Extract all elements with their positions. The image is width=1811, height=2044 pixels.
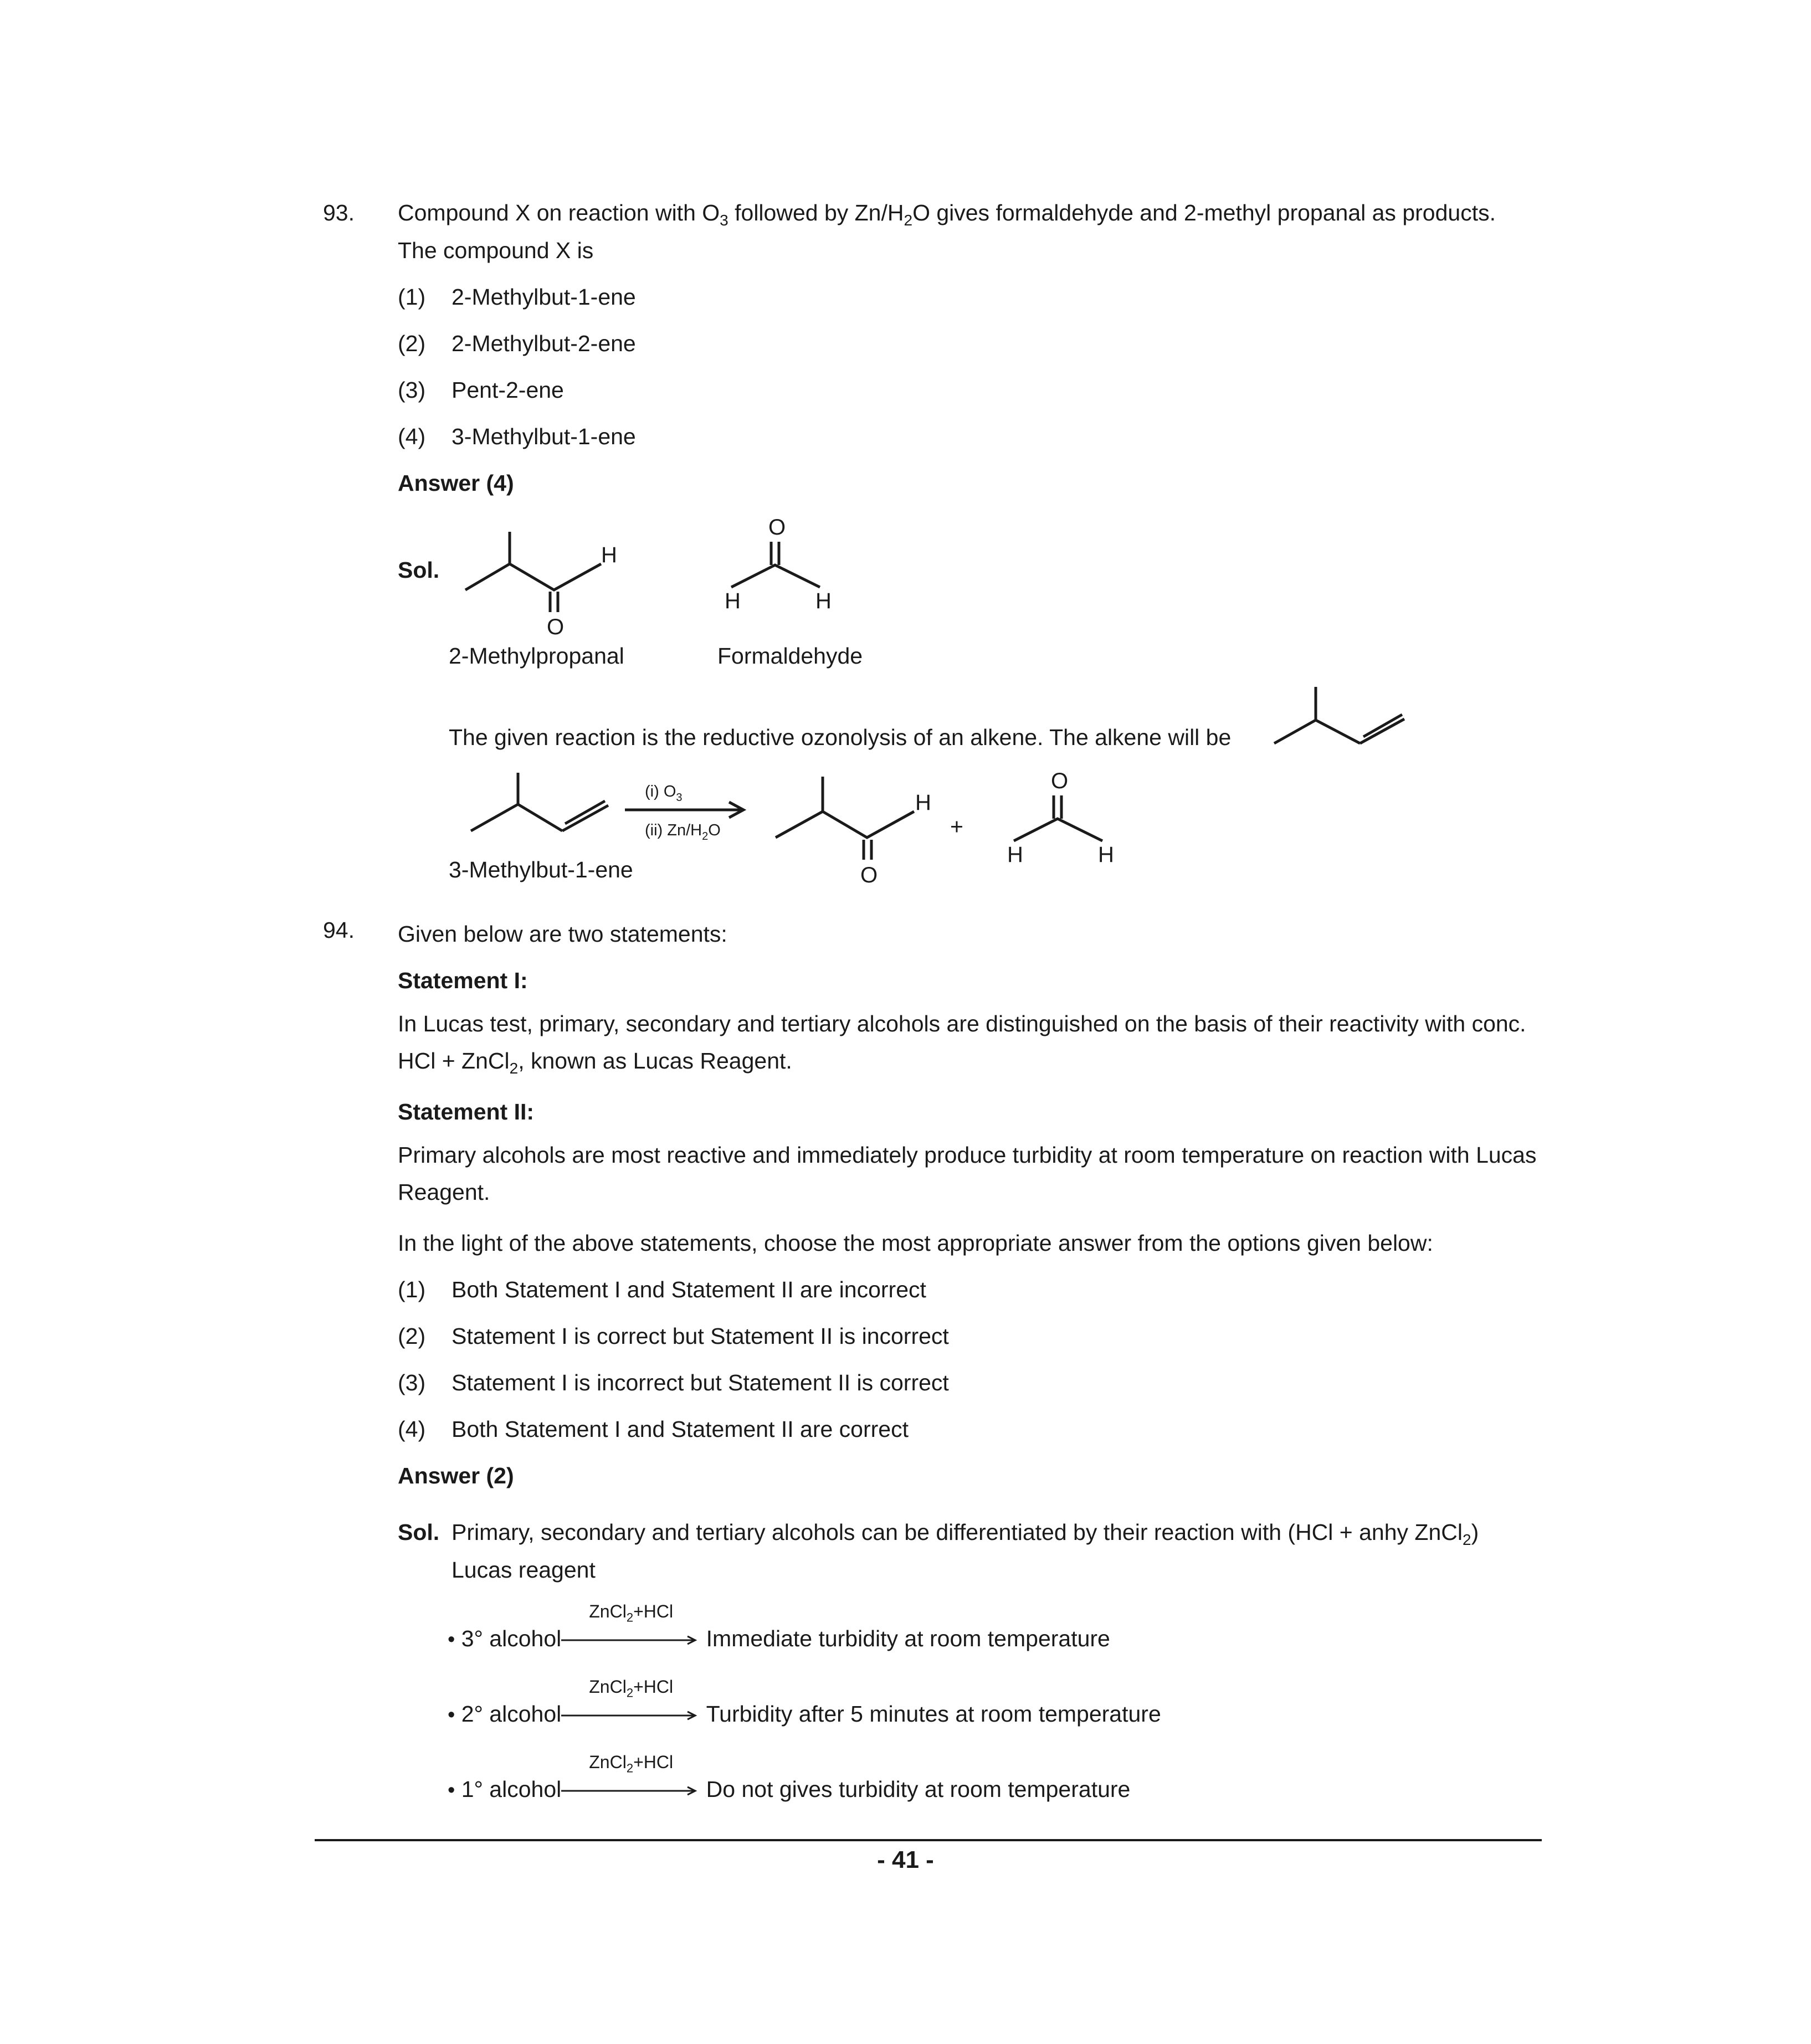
- formaldehyde-structure: [715, 510, 848, 613]
- product-methylpropanal-structure: [770, 770, 942, 886]
- product-o-atom: O: [860, 863, 878, 887]
- question-94-intro: Given below are two statements:: [398, 921, 727, 947]
- question-93-line2: The compound X is: [398, 238, 594, 263]
- q93-option-1: 2-Methylbut-1-ene: [452, 284, 636, 310]
- footer-rule: [315, 1839, 1542, 1841]
- q94-sol-label: Sol.: [398, 1519, 440, 1545]
- formaldehyde-h-left: H: [725, 589, 741, 613]
- statement-1-label: Statement I:: [398, 968, 528, 993]
- reagent-arrow-secondary: ZnCl$_2$+HCl: [561, 1701, 700, 1728]
- tertiary-alcohol-label: 3° alcohol: [461, 1626, 562, 1651]
- tertiary-alcohol-result: Immediate turbidity at room temperature: [706, 1626, 1110, 1651]
- q93-option-3-num: (3): [398, 377, 426, 403]
- q93-option-4-num: (4): [398, 424, 426, 449]
- reagent-arrow-primary: ZnCl$_2$+HCl: [561, 1776, 700, 1803]
- q94-answer: Answer (2): [398, 1463, 514, 1488]
- q93-option-2-num: (2): [398, 331, 426, 356]
- q93-explanation: The given reaction is the reductive ozonolysis of an alkene. The alkene will be: [449, 725, 1232, 750]
- product-formaldehyde-structure: [997, 763, 1130, 867]
- q94-option-1: Both Statement I and Statement II are incorrect: [452, 1277, 926, 1302]
- methylpropanal-o-atom: O: [547, 615, 565, 639]
- q94-option-3-num: (3): [398, 1370, 426, 1395]
- statement-2-text: Primary alcohols are most reactive and immediately produce turbidity at room temperature on reaction with Lucas Reagent.: [398, 1142, 1537, 1205]
- alkene-structure-inline: [1271, 681, 1415, 748]
- methylpropanal-h-atom: H: [601, 543, 617, 567]
- bullet-secondary: • 2° alcohol ZnCl$_2$+HCl Turbidity after 5 minutes at room temperature: [448, 1701, 1161, 1728]
- product-h-atom: H: [915, 790, 931, 815]
- q93-sol-label: Sol.: [398, 557, 440, 583]
- question-number-93: 93.: [323, 200, 355, 225]
- statement-1-text: In Lucas test, primary, secondary and tertiary alcohols are distinguished on the basis of their reactivity with conc. HCl + ZnCl$_2$, known as Lucas Reagent.: [398, 1011, 1526, 1077]
- secondary-alcohol-label: 2° alcohol: [461, 1701, 562, 1727]
- q93-option-3: Pent-2-ene: [452, 377, 564, 403]
- plus-sign: +: [950, 814, 963, 839]
- product-formaldehyde-h-right: H: [1098, 843, 1114, 867]
- reagent-zinc-water: (ii) $Zn/H_2O$: [645, 821, 721, 843]
- reactant-name: 3-Methylbut-1-ene: [449, 857, 633, 882]
- page-number: - 41 -: [877, 1846, 934, 1873]
- methylpropanal-name: 2-Methylpropanal: [449, 643, 624, 669]
- reaction-arrow: [620, 776, 753, 853]
- question-number-94: 94.: [323, 917, 355, 943]
- reactant-structure: [465, 770, 632, 853]
- reagent-arrow-tertiary: ZnCl$_2$+HCl: [561, 1625, 700, 1652]
- q94-option-4: Both Statement I and Statement II are correct: [452, 1416, 909, 1442]
- formaldehyde-o-atom: O: [768, 515, 786, 540]
- q94-option-1-num: (1): [398, 1277, 426, 1302]
- product-formaldehyde-o: O: [1051, 769, 1069, 793]
- q94-option-2: Statement I is correct but Statement II is incorrect: [452, 1323, 949, 1349]
- q93-option-4: 3-Methylbut-1-ene: [452, 424, 636, 449]
- formaldehyde-h-right: H: [815, 589, 832, 613]
- q93-option-1-num: (1): [398, 284, 426, 310]
- q93-option-2: 2-Methylbut-2-ene: [452, 331, 636, 356]
- formaldehyde-name: Formaldehyde: [717, 643, 863, 669]
- q94-sol-line1: Primary, secondary and tertiary alcohols can be differentiated by their reaction with (HCl + anhy ZnCl$_2$): [452, 1519, 1479, 1549]
- primary-alcohol-result: Do not gives turbidity at room temperature: [706, 1776, 1131, 1802]
- reagent-ozone: (i) $O_3$: [645, 783, 683, 804]
- q94-option-3: Statement I is incorrect but Statement II is correct: [452, 1370, 949, 1395]
- bullet-primary: • 1° alcohol ZnCl$_2$+HCl Do not gives turbidity at room temperature: [448, 1776, 1130, 1804]
- bullet-tertiary: • 3° alcohol ZnCl$_2$+HCl Immediate turbidity at room temperature: [448, 1625, 1110, 1653]
- q93-answer: Answer (4): [398, 470, 514, 496]
- q94-option-2-num: (2): [398, 1323, 426, 1349]
- secondary-alcohol-result: Turbidity after 5 minutes at room temperature: [706, 1701, 1161, 1727]
- q94-sol-line2: Lucas reagent: [452, 1557, 596, 1583]
- methylpropanal-structure: [460, 521, 626, 637]
- primary-alcohol-label: 1° alcohol: [461, 1776, 562, 1802]
- statement-2-label: Statement II:: [398, 1099, 535, 1124]
- question-93-line1: Compound X on reaction with $O_3$ followed by $Zn/H_2O$ gives formaldehyde and 2-methyl propanal as products.: [398, 200, 1496, 229]
- product-formaldehyde-h-left: H: [1007, 843, 1023, 867]
- q94-option-4-num: (4): [398, 1416, 426, 1442]
- q94-prompt: In the light of the above statements, choose the most appropriate answer from the options given below:: [398, 1230, 1433, 1256]
